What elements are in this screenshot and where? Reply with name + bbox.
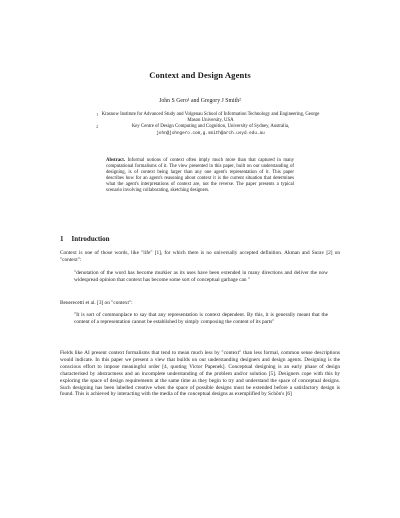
affiliation-mark: 2 — [96, 125, 98, 130]
affiliation-2-text: Key Centre of Design Computing and Cognition, University of Sydney, Australia, — [131, 124, 290, 130]
affiliations — [90, 112, 320, 137]
abstract — [106, 158, 294, 195]
affiliation-mark: 1 — [96, 113, 98, 117]
email-addresses: john@johngero.com,g.smith@arch.usyd.edu.au — [156, 130, 265, 136]
paragraph-2: Benerecetti et al. [3] on "context": — [60, 300, 133, 306]
affiliation-1 — [90, 112, 320, 124]
paragraph-3: Fields like AI present context formalisms that tend to mean much less by "context" than less formal, common sense descriptions would indicate. In this paper we present a view that builds on our understanding designers and design agents. Designing is the conscious effort to impose meaningful order [4, quoting Victor Papenek]. Conceptual designing is an early phase of design characterised by abstractness and an incomplete understanding of the problem and/or solution [5]. Designers cope with this by exploring the space of design requirements at the same time as they begin to try and understand the space of conceptual designs. Such designing has been labelled creative when the space of possible designs must be extended before a satisfactory design is found. This is achieved by interacting with the media of the conceptual designs as exemplified by Schön's [6] — [60, 350, 340, 398]
affiliation-text: Krasnow Institute for Advanced Study and Volgenau School of Information Technology and Engineering, George Mason University, USA — [101, 112, 320, 124]
author-line: John S Gero¹ and Gregory J Smith² — [159, 98, 241, 104]
section-title: Introduction — [71, 235, 110, 243]
section-heading — [60, 235, 340, 243]
abstract-label: Abstract. — [106, 158, 126, 163]
abstract-text: Informal notions of context often imply much more than that captured in many computational formalisms of it. The view presented in this paper, built on our understanding of designing, is of context being larger than any one agent's representation of it. This paper describes how for an agent's reasoning about context it is the current situation that determines what the agent's interpretations of context are, not the reverse. The paper presents a typical scenario involving collaborating, sketching designers. — [106, 158, 294, 194]
quote-2: "It is sort of commonplace to say that any representation is context dependent. By this, it is generally meant that the content of a representation cannot be established by simply composing the content of its parts" — [74, 312, 328, 325]
paragraph-1: Context is one of those words, like "life" [1], for which there is no universally accepted definition. Akman and Surav [2] on "context": — [60, 250, 340, 263]
paper-title: Context and Design Agents — [149, 70, 251, 80]
affiliation-text — [101, 124, 320, 136]
affiliation-2 — [90, 124, 320, 136]
quote-1: "denotation of the word has become murkier as its uses have been extended in many directions and deliver the now widespread opinion that context has become some sort of conceptual garbage can " — [74, 270, 328, 283]
section-number: 1 — [60, 235, 64, 243]
